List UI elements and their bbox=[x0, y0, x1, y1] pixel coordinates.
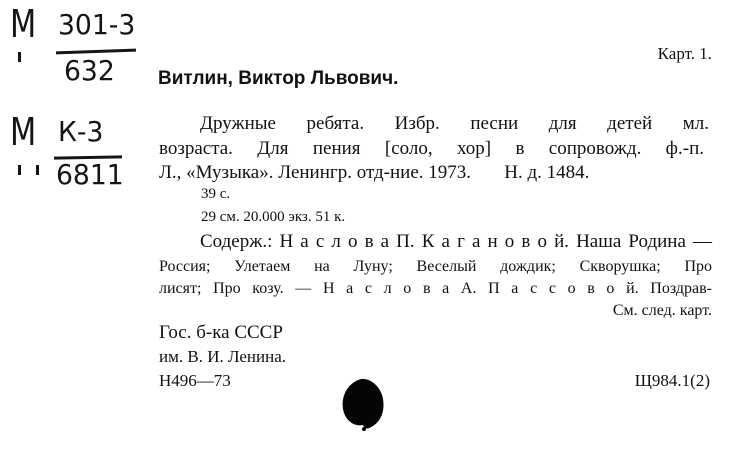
shelf-mark-code-2: К-3 bbox=[58, 115, 104, 148]
shelf-mark-letter-1: М bbox=[10, 2, 35, 46]
contents-line: Россия; Улетаем на Луну; Веселый дождик; Скворушка; Про bbox=[159, 258, 712, 275]
description-line: Л., «Музыка». Ленингр. отд-ние. 1973. Н. д. 1484. bbox=[159, 162, 590, 183]
shelf-mark-tick bbox=[18, 52, 21, 62]
ink-blot bbox=[341, 377, 385, 431]
shelf-mark-tick bbox=[36, 165, 39, 175]
description-line: Дружные ребята. Избр. песни для детей мл. bbox=[200, 113, 709, 134]
record-id: Н496—73 bbox=[159, 371, 231, 390]
shelf-mark-number-2: 6811 bbox=[56, 158, 124, 191]
author-heading: Витлин, Виктор Львович. bbox=[158, 68, 399, 89]
library-line: им. В. И. Ленина. bbox=[159, 347, 287, 366]
shelf-mark-letter-2: М bbox=[10, 110, 35, 154]
description-line: возраста. Для пения [соло, хор] в сопровожд. ф.-п. bbox=[159, 138, 704, 159]
see-next-card: См. след. карт. bbox=[612, 302, 712, 319]
library-line: Гос. б-ка СССР bbox=[159, 322, 283, 343]
card-number: Карт. 1. bbox=[657, 44, 712, 63]
shelf-mark-code-1: 301-3 bbox=[58, 8, 136, 41]
classification-code: Щ984.1(2) bbox=[634, 371, 710, 390]
pages-line: 39 с. bbox=[201, 186, 231, 202]
contents-line: лисят; Про козу. — Н а с л о в а А. П а с с о в о й. Поздрав- bbox=[159, 280, 712, 297]
format-line: 29 см. 20.000 экз. 51 к. bbox=[201, 209, 346, 225]
shelf-mark-number-1: 632 bbox=[64, 54, 115, 87]
contents-line: Содерж.: Н а с л о в а П. К а г а н о в о й. Наша Родина — bbox=[200, 231, 712, 252]
shelf-mark-tick bbox=[18, 165, 21, 175]
